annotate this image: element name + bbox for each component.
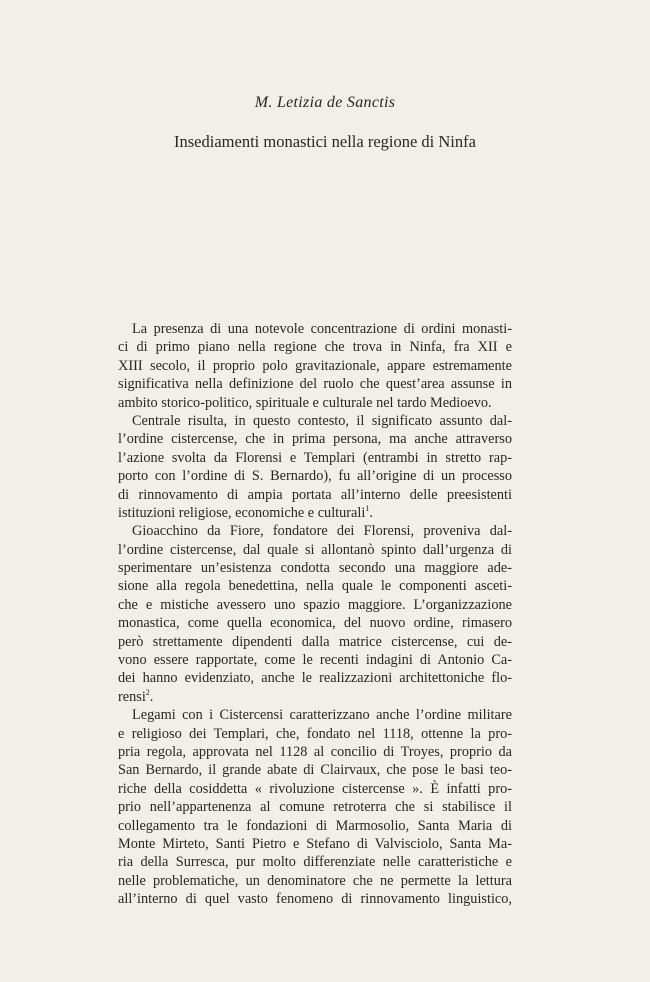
line-tail: . [369,504,373,521]
line-text: San Bernardo, il grande abate di Clairvaux, che pose le basi teo- [118,762,512,779]
line-text: monastica, come quella economica, del nuovo ordine, rimasero [118,615,512,632]
line-text: Legami con i Cistercensi caratterizzano anche l’ordine militare [132,707,512,724]
text-line [118,320,512,338]
line-text: dei hanno evidenziato, anche le realizzazioni architettoniche flo- [118,670,512,687]
line-text: Centrale risulta, in questo contesto, il significato assunto dal- [132,412,512,429]
text-line [118,394,512,412]
line-text: e religioso dei Templari, che, fondato nel 1118, ottenne la pro- [118,725,512,742]
text-line [118,467,512,485]
text-line [118,780,512,798]
line-text: nelle problematiche, un denominatore che ne permette la lettura [118,872,512,889]
line-text: di rinnovamento di ampia portata all’interno delle preesistenti [118,486,512,503]
line-text: significativa nella definizione del ruolo che quest’area assunse in [118,376,512,393]
line-text: sperimentare un’esistenza condotta secondo una maggiore ade- [118,560,512,577]
text-line [118,577,512,595]
text-line [118,614,512,632]
text-line [118,412,512,430]
line-text: Monte Mirteto, Santi Pietro e Stefano di Valvisciolo, Santa Ma- [118,835,512,852]
text-line [118,522,512,540]
text-line [118,375,512,393]
author-name: M. Letizia de Sanctis [254,94,396,111]
line-text: riche della cosiddetta « rivoluzione cistercense ». È infatti pro- [118,780,512,797]
text-line [118,357,512,375]
text-line [118,872,512,890]
text-line [118,761,512,779]
line-text: ambito storico-politico, spirituale e culturale nel tardo Medioevo. [118,394,492,411]
text-line [118,725,512,743]
footnote-ref: 2 [145,687,150,697]
line-text: XIII secolo, il proprio polo gravitazionale, appare estremamente [118,357,512,374]
line-text: l’ordine cistercense, dal quale si allontanò spinto dall’urgenza di [118,541,512,558]
line-text: porto con l’ordine di S. Bernardo), fu all’origine di un processo [118,468,512,485]
text-line [118,486,512,504]
text-line [118,430,512,448]
text-line [118,338,512,356]
line-text: sione alla regola benedettina, nella quale le componenti asceti- [118,578,512,595]
line-text: vono essere rapportate, come le recenti indagini di Antonio Ca- [118,652,512,669]
text-line [118,853,512,871]
line-tail: . [149,688,154,705]
line-text: che e mistiche avessero uno spazio maggiore. L’organizzazione [118,596,512,613]
line-text: istituzioni religiose, economiche e culturali [118,504,366,521]
line-text: collegamento tra le fondazioni di Marmosolio, Santa Maria di [118,817,512,834]
text-line [118,541,512,559]
line-text: La presenza di una notevole concentrazione di ordini monasti- [132,321,512,337]
line-text: ci di primo piano nella regione che trova in Ninfa, fra XII e [118,339,512,356]
text-line [118,651,512,669]
line-text: prio nell’appartenenza al comune retroterra che si stabilisce il [118,799,512,816]
text-line [118,449,512,467]
text-line [118,743,512,761]
line-text: Gioacchino da Fiore, fondatore dei Florensi, proveniva dal- [132,523,512,540]
line-text: l’azione svolta da Florensi e Templari (entrambi in stretto rap- [118,449,512,466]
body-text [118,320,512,909]
line-text: rensi [118,688,146,705]
text-line [118,817,512,835]
text-line [118,688,512,706]
line-text: l’ordine cistercense, che in prima persona, ma anche attraverso [118,431,512,448]
text-line [118,835,512,853]
text-line [118,633,512,651]
article-title: Insediamenti monastici nella regione di Ninfa [174,132,476,151]
line-text: però strettamente dipendenti dalla matrice cistercense, cui de- [118,633,512,650]
text-line [118,706,512,724]
footnote-ref: 1 [365,503,370,513]
text-line [118,890,512,908]
line-text: ria della Surresca, pur molto differenziate nelle caratteristiche e [118,854,512,871]
text-line [118,559,512,577]
text-line [118,669,512,687]
text-line [118,798,512,816]
line-text: pria regola, approvata nel 1128 al concilio di Troyes, proprio da [118,743,512,760]
line-text: all’interno di quel vasto fenomeno di rinnovamento linguistico, [118,891,512,908]
text-line [118,504,512,522]
text-line [118,596,512,614]
